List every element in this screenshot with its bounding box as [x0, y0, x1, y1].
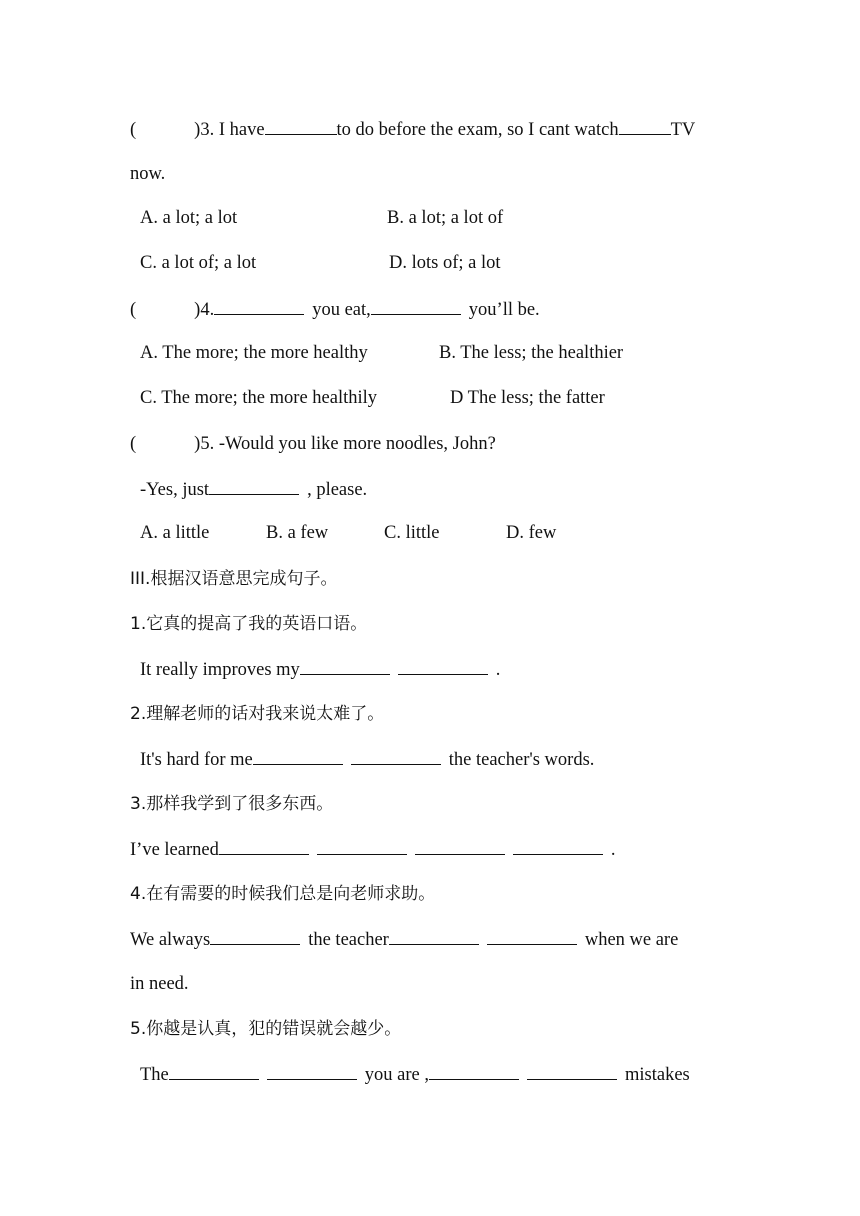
answer-blank[interactable]: [415, 838, 505, 855]
item-3-english: I’ve learned .: [130, 840, 616, 860]
answer-blank[interactable]: [371, 298, 461, 315]
question-3: ( )3. I have to do before the exam, so I cant watch TV: [130, 120, 696, 140]
item-5-chinese: 5.你越是认真，犯的错误就会越少。: [130, 1019, 402, 1039]
item-2-chinese: 2.理解老师的话对我来说太难了。: [130, 704, 385, 724]
item-2-english: It's hard for me the teacher's words.: [140, 750, 595, 770]
option-c: C. little: [384, 523, 440, 543]
option-d: D The less; the fatter: [450, 388, 605, 408]
item-4-english-continued: in need.: [130, 974, 189, 994]
option-b: B. The less; the healthier: [439, 343, 624, 363]
answer-blank[interactable]: [265, 118, 337, 135]
answer-blank[interactable]: [619, 118, 671, 135]
answer-blank[interactable]: [253, 748, 343, 765]
answer-blank[interactable]: [219, 838, 309, 855]
question-4: ( )4. you eat, you’ll be.: [130, 300, 540, 320]
answer-blank[interactable]: [169, 1063, 259, 1080]
option-b: B. a few: [266, 523, 329, 543]
answer-blank[interactable]: [351, 748, 441, 765]
answer-blank[interactable]: [267, 1063, 357, 1080]
option-a: A. The more; the more healthy: [140, 343, 368, 363]
item-1-english: It really improves my .: [140, 660, 501, 680]
item-1-chinese: 1.它真的提高了我的英语口语。: [130, 614, 368, 634]
question-5: ( )5. -Would you like more noodles, John?: [130, 434, 496, 454]
answer-blank[interactable]: [300, 658, 390, 675]
option-a: A. a little: [140, 523, 210, 543]
question-5-reply: -Yes, just , please.: [140, 480, 368, 500]
question-3-continued: now.: [130, 164, 166, 184]
item-5-english: The you are , mistakes: [140, 1065, 690, 1085]
answer-blank[interactable]: [209, 478, 299, 495]
item-3-chinese: 3.那样我学到了很多东西。: [130, 794, 334, 814]
option-d: D. lots of; a lot: [389, 253, 501, 273]
answer-blank[interactable]: [210, 928, 300, 945]
answer-blank[interactable]: [398, 658, 488, 675]
option-c: C. a lot of; a lot: [140, 253, 257, 273]
option-a: A. a lot; a lot: [140, 208, 238, 228]
option-d: D. few: [506, 523, 557, 543]
section-heading: III.根据汉语意思完成句子。: [130, 569, 338, 589]
option-c: C. The more; the more healthily: [140, 388, 378, 408]
answer-blank[interactable]: [513, 838, 603, 855]
item-4-chinese: 4.在有需要的时候我们总是向老师求助。: [130, 884, 436, 904]
item-4-english: We always the teacher when we are: [130, 930, 679, 950]
answer-blank[interactable]: [487, 928, 577, 945]
option-b: B. a lot; a lot of: [387, 208, 504, 228]
answer-blank[interactable]: [389, 928, 479, 945]
answer-blank[interactable]: [429, 1063, 519, 1080]
answer-blank[interactable]: [214, 298, 304, 315]
answer-blank[interactable]: [317, 838, 407, 855]
answer-blank[interactable]: [527, 1063, 617, 1080]
